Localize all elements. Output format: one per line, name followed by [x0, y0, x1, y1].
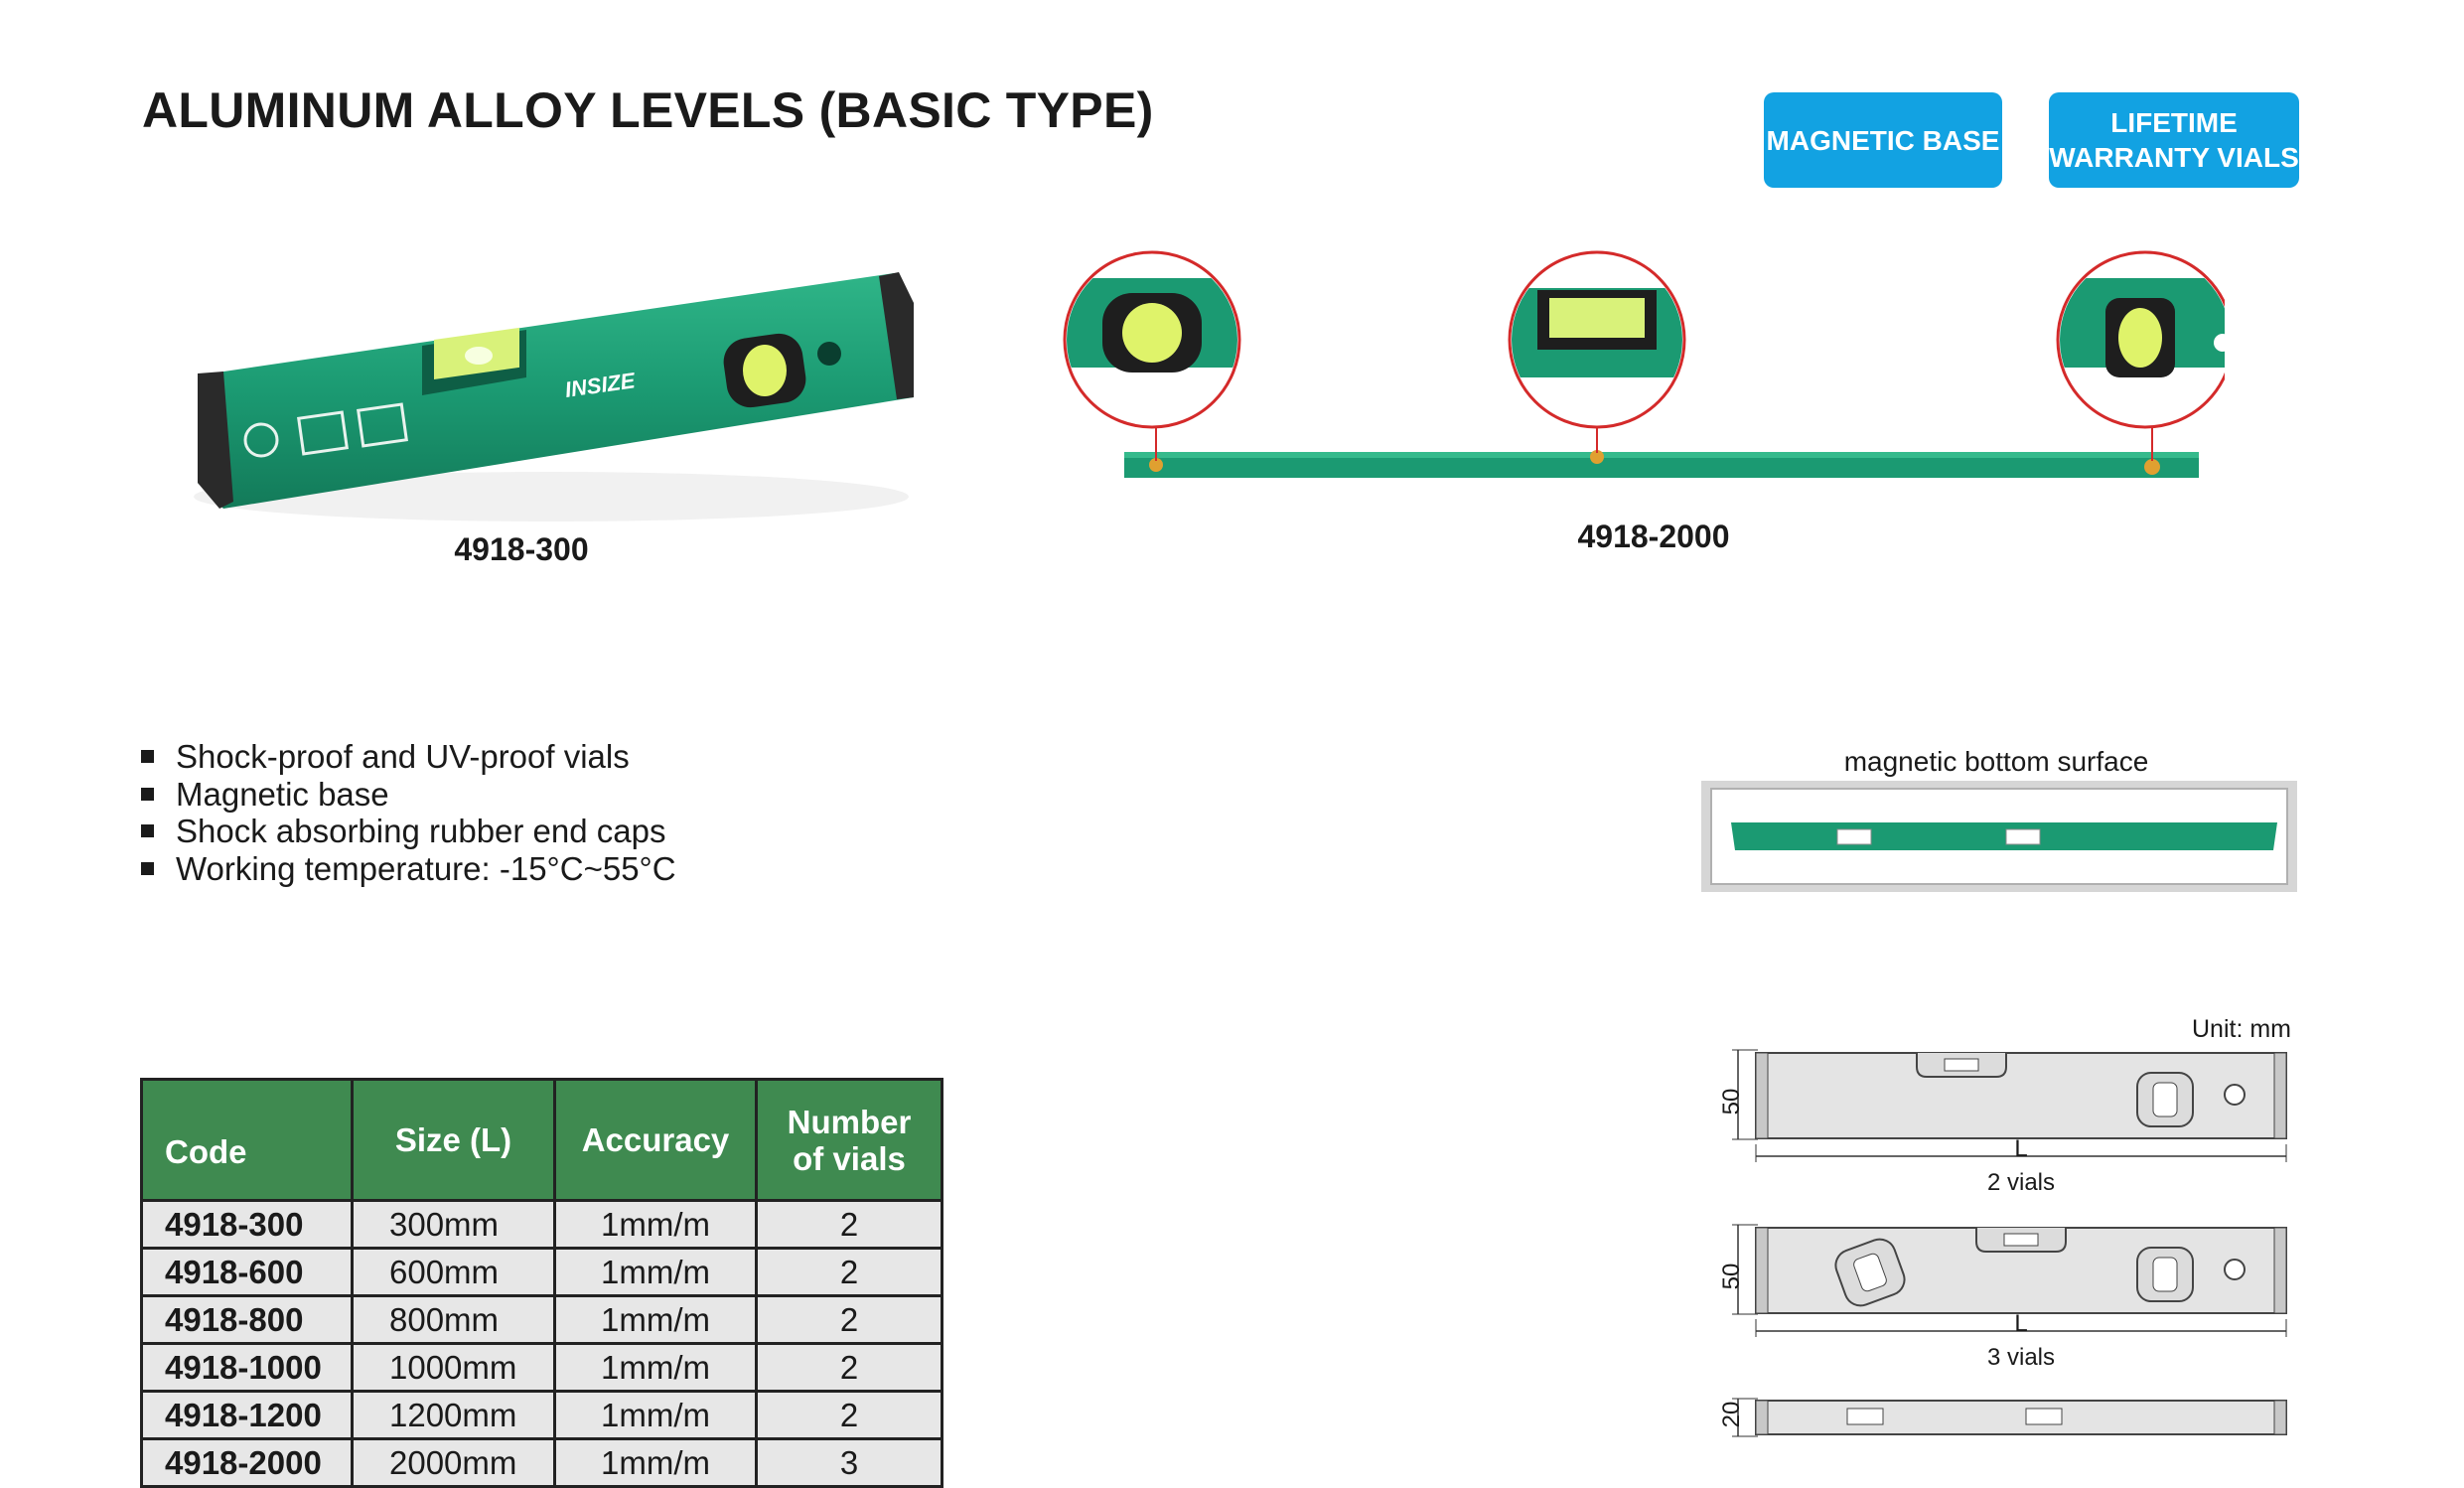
cell-vials: 2	[757, 1344, 942, 1392]
header-vials: Number of vials	[757, 1080, 942, 1201]
magnet-outline	[1847, 1409, 1883, 1424]
magnet-strip	[1837, 829, 1871, 844]
level-4918-300-image	[184, 248, 919, 536]
warranty-badge-line1: LIFETIME	[2110, 107, 2238, 138]
cell-vials: 2	[757, 1392, 942, 1439]
header-accuracy: Accuracy	[555, 1080, 757, 1201]
drawing-caption-2-vials: 2 vials	[1986, 1169, 2056, 1196]
zoom-circle-center	[1498, 252, 1696, 427]
cell-vials: 3	[757, 1439, 942, 1487]
cell-code: 4918-300	[142, 1201, 353, 1249]
feature-item: Shock-proof and UV-proof vials	[139, 738, 676, 776]
feature-item: Shock absorbing rubber end caps	[139, 813, 676, 850]
cell-accuracy: 1mm/m	[555, 1201, 757, 1249]
bottom-surface-caption: magnetic bottom surface	[1843, 746, 2149, 777]
lifetime-warranty-badge	[2049, 92, 2299, 188]
bullet-icon	[141, 862, 154, 875]
hole-outline	[2225, 1085, 2245, 1105]
height-dimension-label: 50	[1718, 1088, 1745, 1116]
cell-code: 4918-2000	[142, 1439, 353, 1487]
bullet-icon	[141, 788, 154, 801]
cell-accuracy: 1mm/m	[555, 1392, 757, 1439]
long-level-vial-right	[2144, 459, 2160, 475]
drawing-caption-3-vials: 3 vials	[1986, 1344, 2056, 1371]
hanging-hole	[817, 342, 841, 366]
cell-size: 1200mm	[353, 1392, 555, 1439]
magnet-outline	[2026, 1409, 2062, 1424]
bullet-icon	[141, 824, 154, 837]
magnetic-bottom-image	[1701, 781, 2297, 892]
drawing-bottom-view	[1728, 1395, 2294, 1444]
cell-code: 4918-1000	[142, 1344, 353, 1392]
spec-table	[140, 1078, 943, 1488]
zoom-circle-left	[1053, 252, 1251, 427]
side-vial	[743, 345, 787, 396]
cell-accuracy: 1mm/m	[555, 1439, 757, 1487]
bullet-icon	[141, 750, 154, 763]
table-row	[142, 1392, 942, 1439]
brand-logo: INSIZE	[563, 368, 637, 402]
level-4918-2000-image	[1053, 248, 2225, 497]
magnetic-base-badge	[1764, 92, 2002, 188]
product-code-4918-300: 4918-300	[454, 531, 589, 567]
cell-size: 1000mm	[353, 1344, 555, 1392]
warranty-badge-line2: WARRANTY VIALS	[2049, 142, 2299, 173]
table-row	[142, 1296, 942, 1344]
hole-outline	[2225, 1260, 2245, 1279]
vial-bubble	[465, 347, 493, 365]
cell-size: 800mm	[353, 1296, 555, 1344]
cell-accuracy: 1mm/m	[555, 1344, 757, 1392]
level-outline	[1756, 1053, 2286, 1138]
length-dimension-label: L	[2014, 1310, 2028, 1337]
cell-vials: 2	[757, 1296, 942, 1344]
cell-size: 2000mm	[353, 1439, 555, 1487]
level-outline	[1756, 1401, 2286, 1434]
height-dimension-label: 20	[1718, 1401, 1745, 1428]
height-dimension-label: 50	[1718, 1263, 1745, 1290]
feature-item: Working temperature: -15°C~55°C	[139, 850, 676, 888]
page-title: ALUMINUM ALLOY LEVELS (BASIC TYPE)	[142, 82, 1154, 138]
cell-vials: 2	[757, 1249, 942, 1296]
cell-accuracy: 1mm/m	[555, 1296, 757, 1344]
cell-code: 4918-800	[142, 1296, 353, 1344]
magnetic-base-badge-label: MAGNETIC BASE	[1766, 124, 2000, 156]
bottom-level-body	[1731, 822, 2277, 850]
features-list	[139, 738, 676, 887]
header-size: Size (L)	[353, 1080, 555, 1201]
header-code: Code	[142, 1080, 353, 1201]
magnet-strip	[2006, 829, 2040, 844]
cell-size: 300mm	[353, 1201, 555, 1249]
zoom-circle-right	[2046, 252, 2225, 427]
cell-code: 4918-600	[142, 1249, 353, 1296]
unit-label: Unit: mm	[2192, 1015, 2291, 1043]
cell-accuracy: 1mm/m	[555, 1249, 757, 1296]
table-row	[142, 1201, 942, 1249]
cell-size: 600mm	[353, 1249, 555, 1296]
table-header-row	[142, 1080, 942, 1201]
table-row	[142, 1249, 942, 1296]
length-dimension-label: L	[2014, 1135, 2028, 1162]
table-row	[142, 1344, 942, 1392]
cell-vials: 2	[757, 1201, 942, 1249]
table-row	[142, 1439, 942, 1487]
cell-code: 4918-1200	[142, 1392, 353, 1439]
feature-item: Magnetic base	[139, 776, 676, 814]
product-code-4918-2000: 4918-2000	[1577, 519, 1730, 554]
